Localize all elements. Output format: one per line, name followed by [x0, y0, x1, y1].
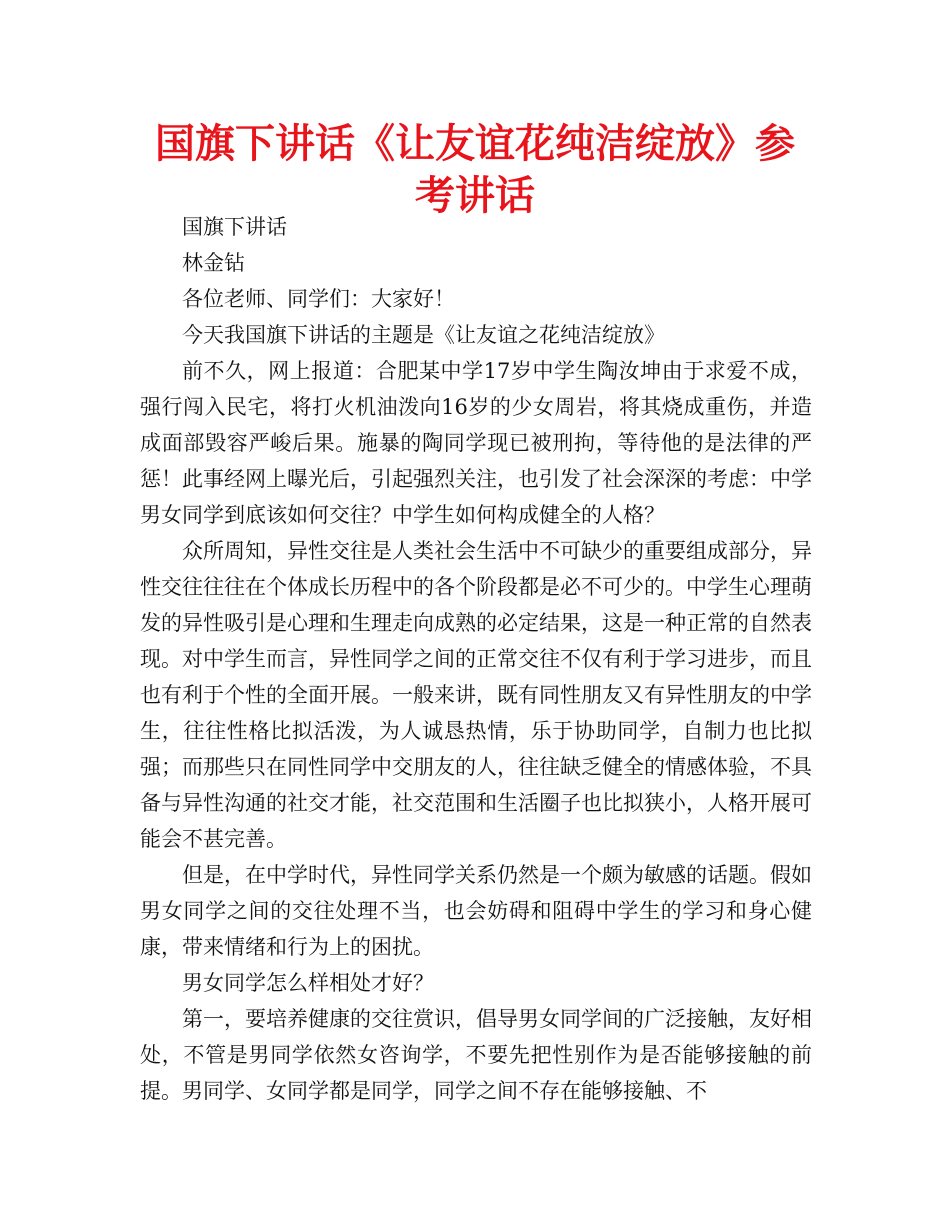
paragraph-greeting: 各位老师、同学们：大家好！ [182, 287, 455, 311]
paragraph-question: 男女同学怎么样相处才好？ [182, 971, 434, 995]
paragraph-first-point: 第一，要培养健康的交往赏识，倡导男女同学间的广泛接触，友好相处，不管是男同学依然女咨询学，不要先把性别作为是否能够接触的前提。男同学、女同学都是同学，同学之间不存在能够接触、不 [140, 1007, 812, 1103]
paragraph-heading-label: 国旗下讲话 [182, 215, 287, 239]
paragraph-news-report: 前不久，网上报道：合肥某中学17岁中学生陶汝坤由于求爱不成，强行闯入民宅，将打火机油泼向16岁的少女周岩，将其烧成重伤，并造成面部毁容严峻后果。施暴的陶同学现已被刑拘，等待他的是法律的严惩！此事经网上曝光后，引起强烈关注，也引发了社会深深的考虑：中学男女同学到底该如何交往？中学生如何构成健全的人格？ [140, 359, 812, 527]
paragraph-topic: 今天我国旗下讲话的主题是《让友谊之花纯洁绽放》 [182, 323, 665, 347]
document-title: 国旗下讲话《让友谊花纯洁绽放》参考讲话 [155, 121, 795, 219]
paragraph-author: 林金钻 [182, 251, 245, 275]
paragraph-sensitive-topic: 但是，在中学时代，异性同学关系仍然是一个颇为敏感的话题。假如男女同学之间的交往处理不当，也会妨碍和阻碍中学生的学习和身心健康，带来情绪和行为上的困扰。 [140, 863, 812, 959]
paragraph-opposite-sex-interaction: 众所周知，异性交往是人类社会生活中不可缺少的重要组成部分，异性交往往往在个体成长历程中的各个阶段都是必不可少的。中学生心理萌发的异性吸引是心理和生理走向成熟的必定结果，这是一种正常的自然表现。对中学生而言，异性同学之间的正常交往不仅有利于学习进步，而且也有利于个性的全面开展。一般来讲，既有同性朋友又有异性朋友的中学生，往往性格比拟活泼，为人诚恳热情，乐于协助同学，自制力也比拟强；而那些只在同性同学中交朋友的人，往往缺乏健全的情感体验，不具备与异性沟通的社交才能，社交范围和生活圈子也比拟狭小，人格开展可能会不甚完善。 [140, 539, 812, 851]
document-body [140, 209, 812, 1109]
